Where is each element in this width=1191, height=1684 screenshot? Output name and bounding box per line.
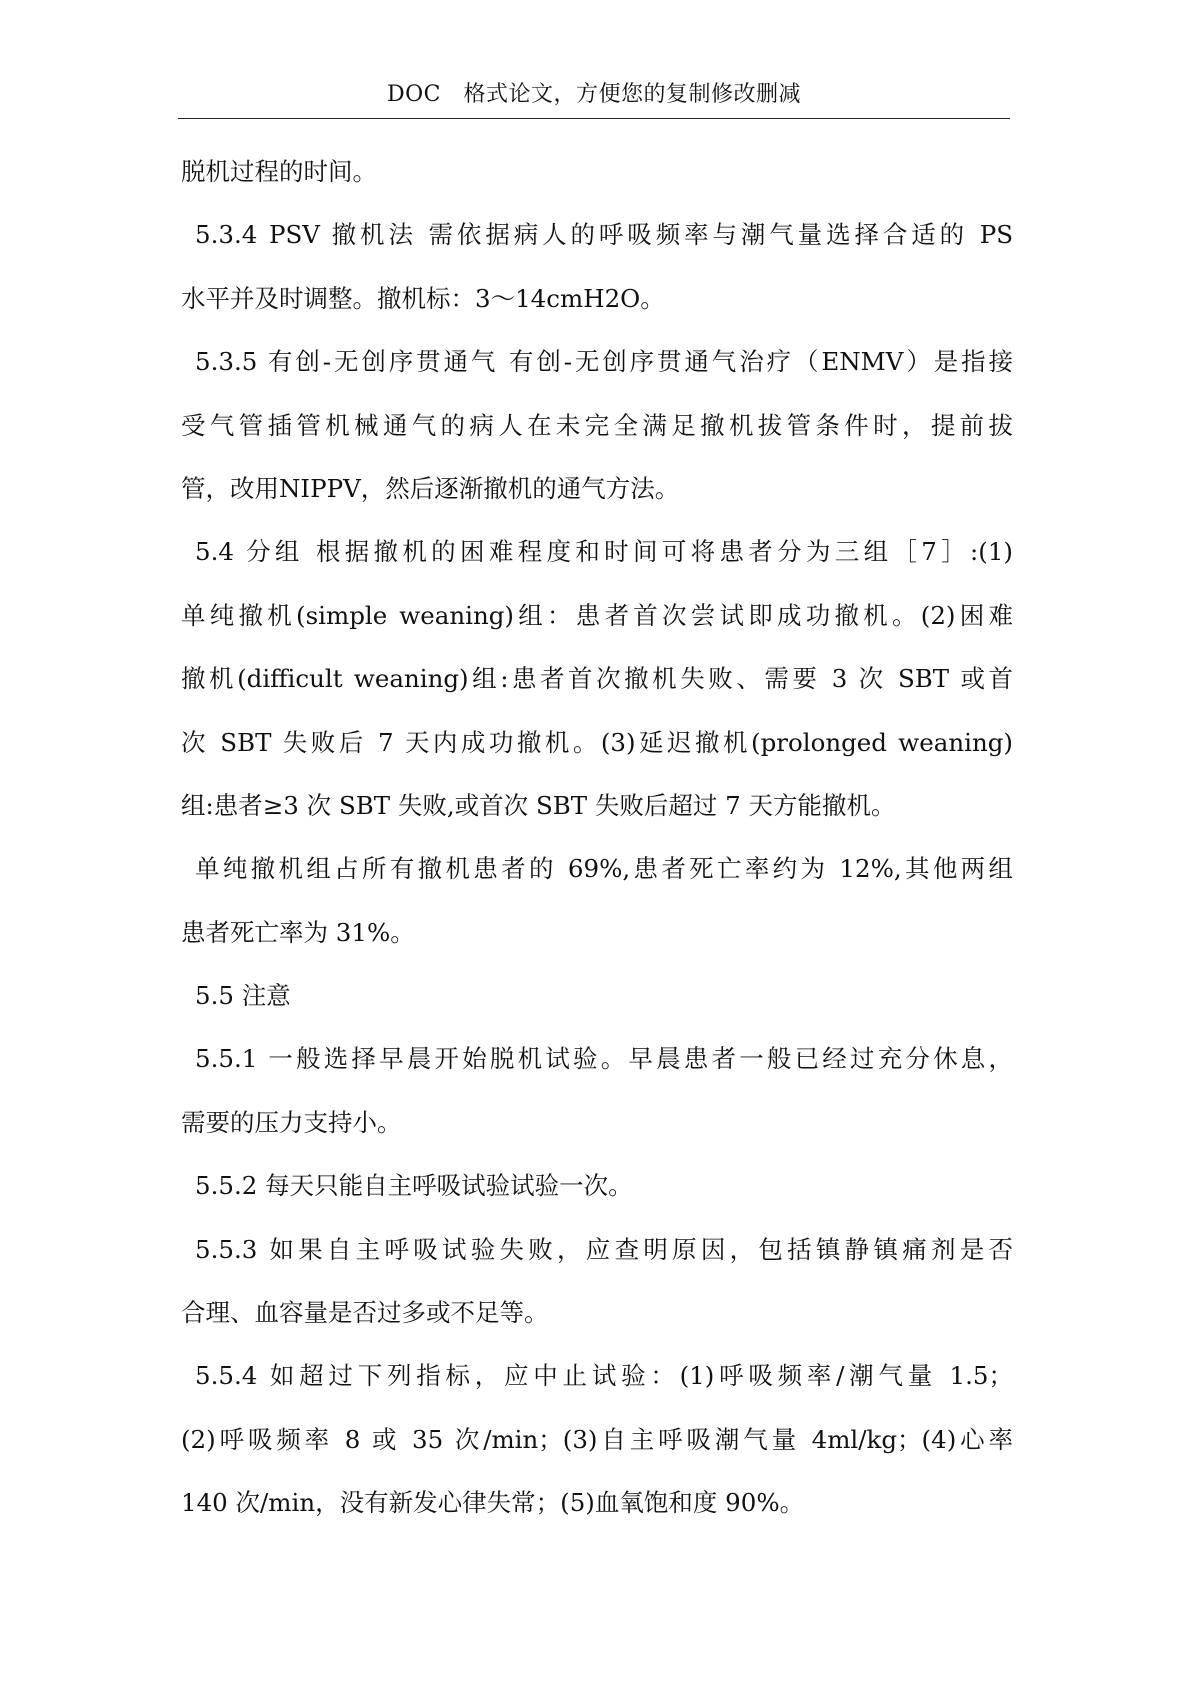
text-line: 患者死亡率为 31%。 xyxy=(181,917,415,947)
text-line: 5.5.2 每天只能自主呼吸试验试验一次。 xyxy=(195,1171,633,1201)
text-line: 5.5.3 如果自主呼吸试验失败，应查明原因，包括镇静镇痛剂是否 xyxy=(195,1234,1013,1264)
text-line: 单纯撤机组占所有撤机患者的 69%,患者死亡率约为 12%,其他两组 xyxy=(195,854,1013,884)
text-line: 组:患者≥3 次 SBT 失败,或首次 SBT 失败后超过 7 天方能撤机。 xyxy=(181,790,896,820)
text-line: 5.5.4 如超过下列指标，应中止试验：(1)呼吸频率/潮气量 1.5； xyxy=(195,1361,1013,1391)
text-line: 合理、血容量是否过多或不足等。 xyxy=(181,1298,549,1328)
text-line: 撤机(difficult weaning)组:患者首次撤机失败、需要 3 次 SBT 或首 xyxy=(181,664,1013,694)
text-line: 受气管插管机械通气的病人在未完全满足撤机拔管条件时，提前拔 xyxy=(181,410,1013,440)
text-line: 5.5.1 一般选择早晨开始脱机试验。早晨患者一般已经过充分休息， xyxy=(195,1044,1013,1074)
text-line: 5.3.5 有创-无创序贯通气 有创-无创序贯通气治疗（ENMV）是指接 xyxy=(195,347,1013,377)
text-line: 单纯撤机(simple weaning)组：患者首次尝试即成功撤机。(2)困难 xyxy=(181,600,1013,630)
text-line: 脱机过程的时间。 xyxy=(181,157,377,186)
document-body xyxy=(181,140,1013,1535)
text-line: 次 SBT 失败后 7 天内成功撤机。(3)延迟撤机(prolonged weaning) xyxy=(181,727,1013,757)
text-line: 需要的压力支持小。 xyxy=(181,1107,402,1137)
text-line: 水平并及时调整。撤机标：3～14cmH2O。 xyxy=(181,283,665,313)
text-line: 5.3.4 PSV 撤机法 需依据病人的呼吸频率与潮气量选择合适的 PS xyxy=(195,220,1013,250)
text-line: 管，改用NIPPV，然后逐渐撤机的通气方法。 xyxy=(181,473,680,503)
text-line: (2)呼吸频率 8 或 35 次/min；(3)自主呼吸潮气量 4ml/kg；(4)心率 xyxy=(181,1424,1013,1454)
text-line: 5.4 分组 根据撤机的困难程度和时间可将患者分为三组［7］:(1) xyxy=(195,537,1013,567)
text-line: 5.5 注意 xyxy=(195,981,291,1011)
header-divider xyxy=(178,118,1010,119)
page-header: DOC 格式论文，方便您的复制修改删减 xyxy=(386,82,801,107)
text-line: 140 次/min，没有新发心律失常；(5)血氧饱和度 90%。 xyxy=(181,1488,805,1518)
